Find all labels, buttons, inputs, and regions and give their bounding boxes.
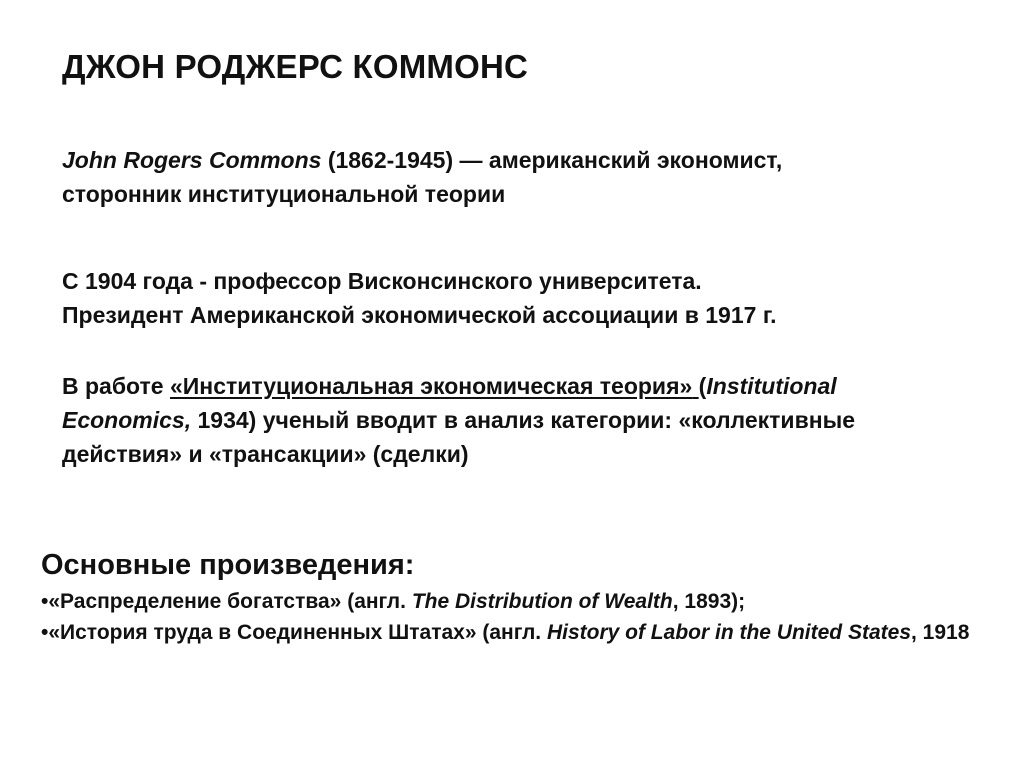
- career-paragraph: [62, 264, 962, 332]
- work-title-ru: «История труда в Соединенных Штатах» (англ.: [48, 621, 542, 644]
- main-works-heading: Основные произведения:: [41, 549, 415, 581]
- career-line2: Президент Американской экономической ассоциации в 1917 г.: [62, 302, 777, 328]
- works-list-item: [41, 586, 981, 617]
- work-paren-open: (: [698, 373, 707, 399]
- bullet: •: [41, 621, 49, 644]
- work-book-title-en: Institutional Economics,: [62, 373, 837, 433]
- name-latin: John Rogers Commons: [62, 147, 322, 173]
- work-rest: 1934) ученый вводит в анализ категории: «коллективные действия» и «трансакции» (сделки): [62, 407, 856, 467]
- work-book-title-ru: «Институциональная экономическая теория»: [169, 373, 693, 399]
- slide-title: ДЖОН РОДЖЕРС КОММОНС: [62, 48, 529, 85]
- work-prefix: В работе: [62, 373, 164, 399]
- main-works-section: [41, 546, 981, 648]
- works-list-item: [41, 617, 981, 648]
- intro-paragraph: [62, 143, 962, 211]
- work-paragraph: [62, 369, 962, 471]
- work-title-en: The Distribution of Wealth: [411, 590, 673, 613]
- intro-line2: сторонник институциональной теории: [62, 181, 506, 207]
- work-tail: , 1893);: [672, 590, 746, 613]
- bullet: •: [41, 590, 49, 613]
- intro-line1-rest: (1862-1945) — американский экономист,: [327, 147, 783, 173]
- work-title-ru: «Распределение богатства» (англ.: [48, 590, 406, 613]
- work-title-en: History of Labor in the United States: [546, 621, 912, 644]
- career-line1: С 1904 года - профессор Висконсинского университета.: [62, 268, 702, 294]
- work-tail: , 1918: [911, 621, 970, 644]
